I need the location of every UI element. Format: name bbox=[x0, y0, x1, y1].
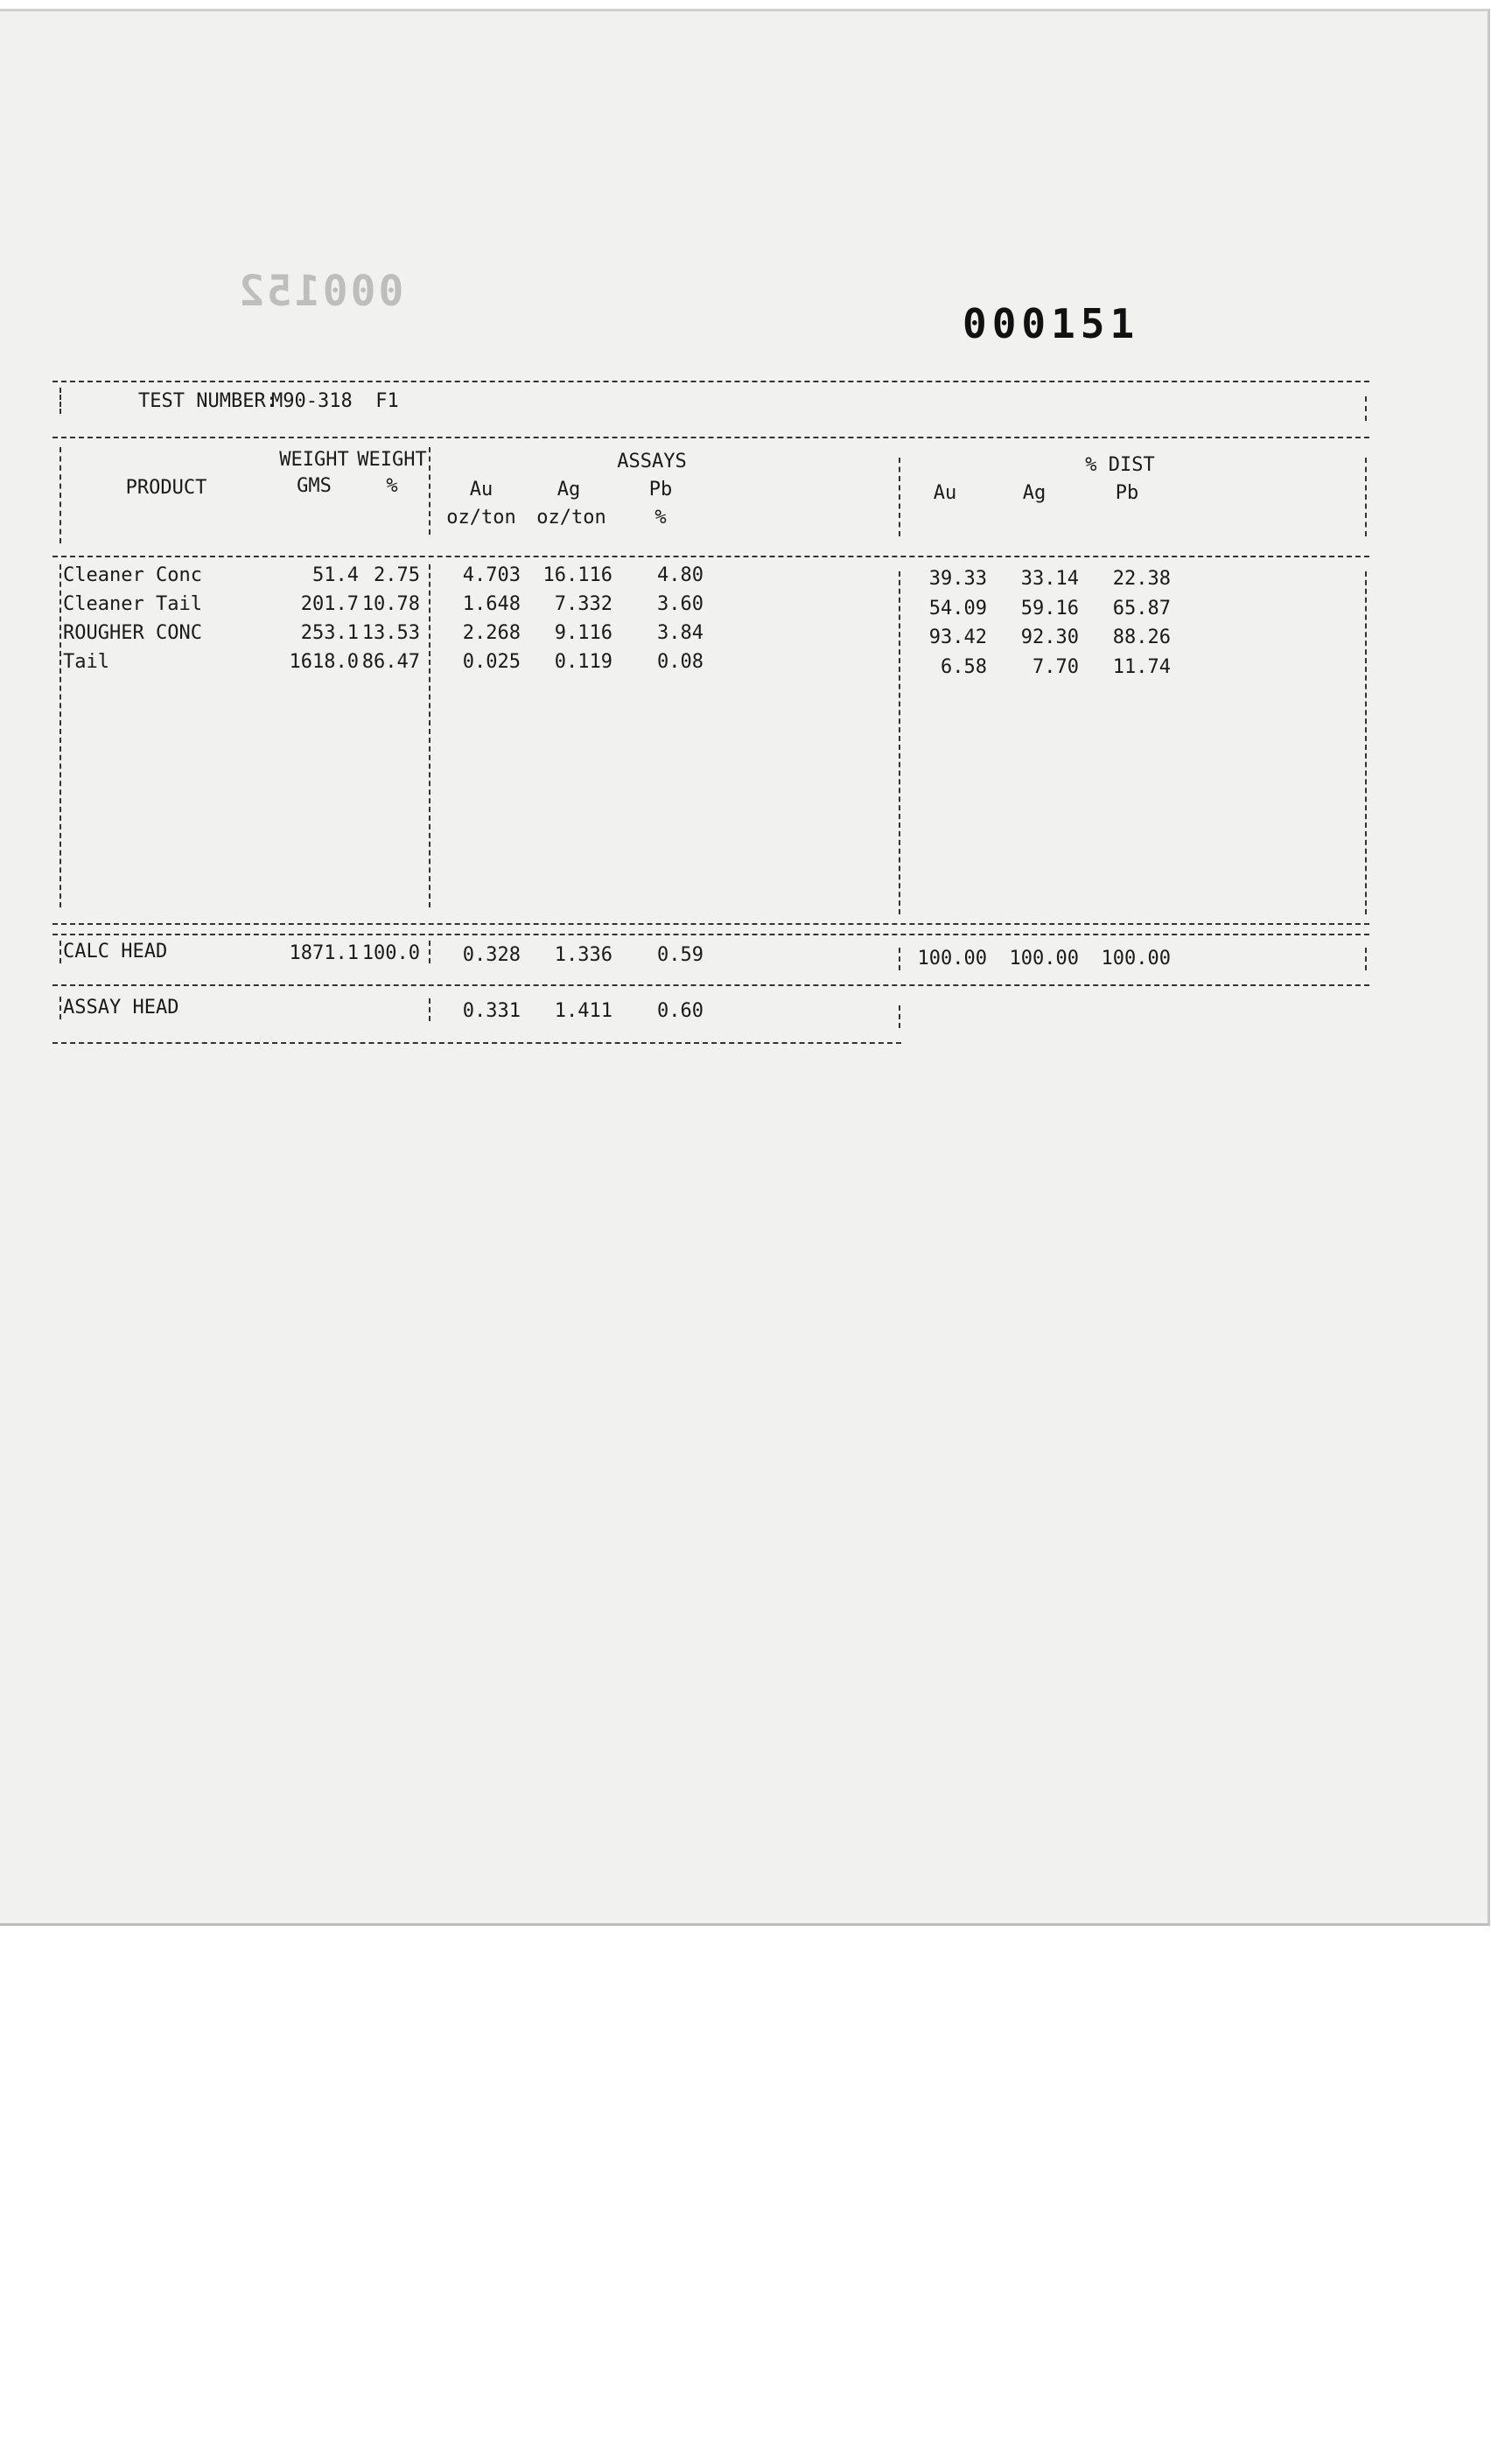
dist-au-cell: 93.42 bbox=[928, 626, 987, 648]
header-assays: ASSAYS bbox=[617, 451, 687, 472]
header-au: Au bbox=[469, 479, 494, 500]
dist-au-cell: 6.58 bbox=[941, 656, 987, 678]
assay-ag-cell: 9.116 bbox=[554, 622, 612, 644]
header-dist-au: Au bbox=[933, 482, 957, 504]
weight-gms-cell: 201.7 bbox=[300, 593, 359, 615]
dist-ag-cell: 59.16 bbox=[1020, 598, 1079, 620]
document-number-stamp: 000151 bbox=[962, 300, 1140, 347]
header-ag-unit: oz/ton bbox=[536, 507, 606, 528]
assay-ag-cell: 0.119 bbox=[554, 651, 612, 673]
rule-right-test bbox=[1365, 396, 1367, 421]
calc-head-label: CALC HEAD bbox=[63, 941, 168, 962]
assay-head-au: 0.331 bbox=[462, 1000, 521, 1022]
dist-ag-cell: 92.30 bbox=[1020, 626, 1079, 648]
header-au-unit: oz/ton bbox=[446, 507, 516, 528]
header-weight-pct: WEIGHT bbox=[357, 449, 427, 471]
calc-head-dist-ag: 100.00 bbox=[1009, 948, 1079, 970]
rule-assay-left bbox=[60, 997, 61, 1019]
rule-right-header bbox=[1365, 458, 1367, 536]
assay-head-ag: 1.411 bbox=[554, 1000, 612, 1022]
header-weight-gms-unit: GMS bbox=[297, 475, 332, 497]
rule-assay-sep-body bbox=[899, 571, 900, 914]
product-cell: Tail bbox=[63, 651, 109, 673]
rule-weight-sep-body bbox=[429, 564, 430, 907]
rule-right-body bbox=[1365, 571, 1367, 914]
header-dist: % DIST bbox=[1085, 454, 1155, 476]
assay-pb-cell: 4.80 bbox=[657, 564, 704, 586]
rule-weight-sep-header bbox=[429, 447, 430, 535]
rule-calc-weight bbox=[429, 941, 430, 963]
dist-ag-cell: 7.70 bbox=[1032, 656, 1079, 678]
weight-pct-cell: 13.53 bbox=[361, 622, 420, 644]
calc-head-au: 0.328 bbox=[462, 944, 521, 966]
test-number-label: TEST NUMBER: bbox=[138, 390, 277, 412]
dist-pb-cell: 65.87 bbox=[1112, 598, 1171, 620]
rule-top bbox=[52, 381, 1369, 382]
product-cell: Cleaner Conc bbox=[63, 564, 202, 586]
weight-gms-cell: 51.4 bbox=[312, 564, 359, 586]
rule-header-bottom bbox=[52, 556, 1369, 557]
weight-pct-cell: 2.75 bbox=[374, 564, 420, 586]
rule-left-body bbox=[60, 564, 61, 907]
dist-au-cell: 54.09 bbox=[928, 598, 987, 620]
header-product: PRODUCT bbox=[125, 477, 207, 499]
dist-pb-cell: 88.26 bbox=[1112, 626, 1171, 648]
assay-head-label: ASSAY HEAD bbox=[63, 997, 179, 1018]
assay-pb-cell: 3.84 bbox=[657, 622, 704, 644]
weight-gms-cell: 1618.0 bbox=[289, 651, 359, 673]
assay-au-cell: 2.268 bbox=[462, 622, 521, 644]
assay-pb-cell: 3.60 bbox=[657, 593, 704, 615]
header-dist-ag: Ag bbox=[1022, 482, 1046, 504]
rule-calc-top bbox=[52, 934, 1369, 935]
document-page bbox=[0, 9, 1490, 1926]
rule-calc-bottom bbox=[52, 984, 1369, 986]
calc-head-dist-pb: 100.00 bbox=[1101, 948, 1171, 970]
weight-pct-cell: 10.78 bbox=[361, 593, 420, 615]
header-weight-pct-unit: % bbox=[386, 475, 398, 497]
dist-pb-cell: 11.74 bbox=[1112, 656, 1171, 678]
weight-gms-cell: 253.1 bbox=[300, 622, 359, 644]
assay-pb-cell: 0.08 bbox=[657, 651, 704, 673]
rule-header-top bbox=[52, 437, 1369, 438]
calc-head-pb: 0.59 bbox=[657, 944, 704, 966]
assay-ag-cell: 7.332 bbox=[554, 593, 612, 615]
header-ag: Ag bbox=[556, 479, 581, 500]
header-weight-gms: WEIGHT bbox=[279, 449, 349, 471]
assay-ag-cell: 16.116 bbox=[542, 564, 612, 586]
rule-left-header bbox=[60, 447, 61, 543]
assay-au-cell: 4.703 bbox=[462, 564, 521, 586]
rule-calc-right bbox=[1365, 948, 1367, 970]
rule-calc-assay bbox=[899, 948, 900, 970]
rule-assay-weight bbox=[429, 998, 430, 1021]
product-cell: ROUGHER CONC bbox=[63, 622, 202, 644]
bleed-through-number: 000152 bbox=[236, 267, 404, 316]
rule-assay-right bbox=[899, 1005, 900, 1028]
header-dist-pb: Pb bbox=[1115, 482, 1139, 504]
dist-pb-cell: 22.38 bbox=[1112, 568, 1171, 590]
rule-left-test bbox=[60, 388, 61, 414]
dist-au-cell: 39.33 bbox=[928, 568, 987, 590]
rule-body-bottom bbox=[52, 923, 1369, 925]
rule-assay-bottom bbox=[52, 1042, 901, 1044]
assay-head-pb: 0.60 bbox=[657, 1000, 704, 1022]
calc-head-dist-au: 100.00 bbox=[917, 948, 987, 970]
dist-ag-cell: 33.14 bbox=[1020, 568, 1079, 590]
assay-au-cell: 0.025 bbox=[462, 651, 521, 673]
test-number-value: M90-318 F1 bbox=[271, 390, 399, 412]
assay-au-cell: 1.648 bbox=[462, 593, 521, 615]
rule-assay-sep-header bbox=[899, 458, 900, 536]
header-pb-unit: % bbox=[654, 507, 667, 528]
calc-head-gms: 1871.1 bbox=[289, 942, 359, 964]
rule-calc-left bbox=[60, 941, 61, 963]
product-cell: Cleaner Tail bbox=[63, 593, 202, 615]
calc-head-ag: 1.336 bbox=[554, 944, 612, 966]
calc-head-pct: 100.0 bbox=[361, 942, 420, 964]
header-pb: Pb bbox=[648, 479, 673, 500]
weight-pct-cell: 86.47 bbox=[361, 651, 420, 673]
